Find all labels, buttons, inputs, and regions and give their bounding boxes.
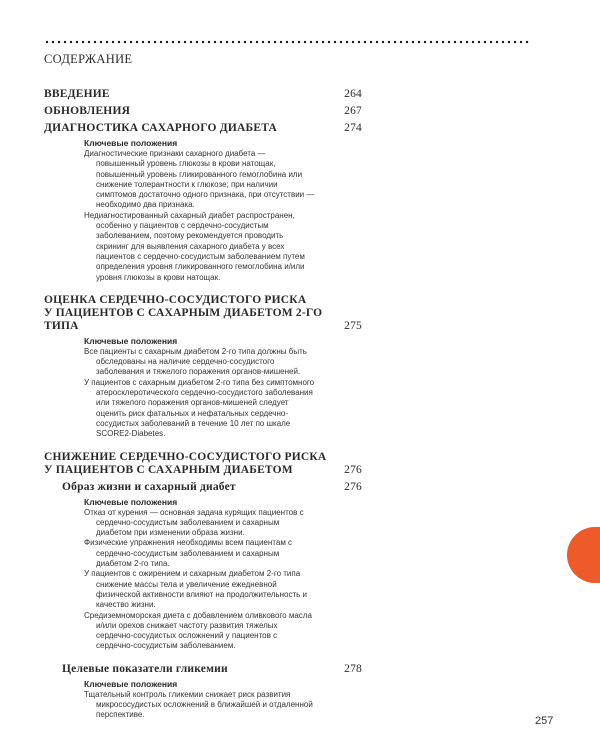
toc-entry-risk-assessment[interactable]: [44, 294, 362, 333]
toc-entry-title: ДИАГНОСТИКА САХАРНОГО ДИАБЕТА: [44, 122, 277, 134]
key-points-block: [84, 336, 316, 440]
key-point: Диагностические признаки сахарного диабета — повышенный уровень глюкозы в крови натощак, повышенный уровень гликированного гемоглобина или снижение толерантности к глюкозе; при наличии симптомов достаточно одного признака, при отсутствии — необходимо два признака.: [84, 149, 315, 210]
key-points-heading: Ключевые положения: [84, 496, 178, 507]
section-tab-marker: [567, 527, 600, 583]
dotted-rule: [44, 40, 529, 44]
toc-entry-updates[interactable]: [44, 105, 362, 118]
key-point: Отказ от курения — основная задача курящих пациентов с сердечно-сосудистым заболеванием и сахарным диабетом при изменении образа жизни.: [84, 507, 304, 538]
toc-entry-title: Целевые показатели гликемии: [62, 662, 228, 675]
toc-entry-title: СНИЖЕНИЕ СЕРДЕЧНО-СОСУДИСТОГО РИСКА У ПАЦИЕНТОВ С САХАРНЫМ ДИАБЕТОМ: [44, 450, 327, 476]
toc-entry-introduction[interactable]: [44, 88, 362, 101]
toc-entry-page: 274: [344, 122, 362, 134]
key-point: Все пациенты с сахарным диабетом 2-го типа должны быть обследованы на наличие сердечно-сосудистого заболевания и тяжелого поражения органов-мишеней.: [84, 346, 307, 377]
key-point: Недиагностированный сахарный диабет распространен, особенно у пациентов с сердечно-сосудистым заболеванием, поэтому рекомендуется проводить скрининг для выявления сахарного диабета у всех пациентов с сердечно-сосудистым заболеванием путем определения уровня гликированного гемоглобина и/или уровня глюкозы в крови натощак.: [84, 210, 305, 282]
toc-entry-page: 267: [344, 105, 362, 117]
key-point: Физические упражнения необходимы всем пациентам с сердечно-сосудистым заболеванием и сахарным диабетом 2-го типа.: [84, 538, 293, 569]
key-points-heading: Ключевые положения: [84, 335, 178, 346]
toc-entry-page: 276: [344, 463, 362, 476]
key-points-heading: Ключевые положения: [84, 138, 178, 148]
toc-entry-title: ВВЕДЕНИЕ: [44, 88, 110, 100]
key-points-block: [84, 497, 316, 652]
toc-entry-page: 264: [344, 88, 362, 100]
toc-entry-title: ОЦЕНКА СЕРДЕЧНО-СОСУДИСТОГО РИСКА У ПАЦИЕНТОВ С САХАРНЫМ ДИАБЕТОМ 2-ГО ТИПА: [44, 293, 323, 332]
key-point: Тщательный контроль гликемии снижает риск развития микрососудистых осложнений в ближайшей и отдаленной перспективе.: [84, 689, 313, 720]
toc-entry-page: 276: [344, 480, 362, 493]
page-title: СОДЕРЖАНИЕ: [44, 52, 133, 66]
toc-entry-risk-reduction[interactable]: [44, 451, 362, 477]
key-point: У пациентов с сахарным диабетом 2-го типа без симптомного атеросклеротического сердечно-сосудистого заболевания или тяжелого поражения органов-мишеней следует оценить риск фатальных и нефатальных сердечно-сосудистых заболеваний в течение 10 лет по шкале SCORE2-Diabetes.: [84, 377, 315, 439]
key-point: У пациентов с ожирением и сахарным диабетом 2-го типа снижение массы тела и увеличение ежедневной физической активности влияют на продолжительность и качество жизни.: [84, 569, 307, 610]
toc-entry-lifestyle[interactable]: [62, 481, 362, 494]
toc-entry-title: ОБНОВЛЕНИЯ: [44, 105, 131, 117]
key-points-block: [84, 679, 316, 721]
key-points-block: [84, 138, 316, 283]
toc-entry-page: 275: [344, 319, 362, 332]
key-point: Средиземноморская диета с добавлением оливкового масла и/или орехов снижает частоту развития тяжелых сердечно-сосудистых осложнений у пациентов с сердечно-сосудистым заболеванием.: [84, 610, 312, 651]
toc-entry-page: 278: [344, 662, 362, 675]
key-points-heading: Ключевые положения: [84, 678, 178, 689]
table-of-contents: [44, 88, 362, 721]
toc-entry-title: Образ жизни и сахарный диабет: [62, 480, 236, 493]
toc-entry-diagnostics[interactable]: [44, 122, 362, 135]
page-number: 257: [535, 715, 554, 727]
toc-entry-glycemic-targets[interactable]: [62, 663, 362, 676]
